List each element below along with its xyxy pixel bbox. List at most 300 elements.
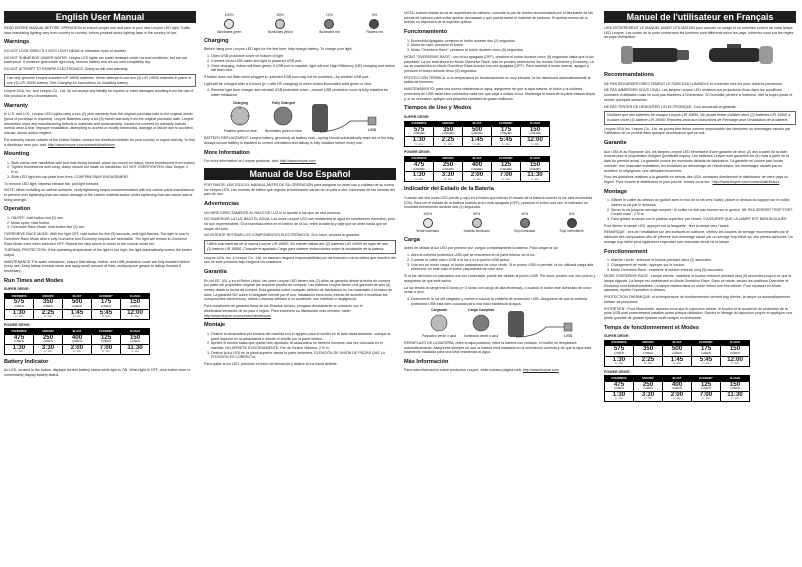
led-50-pct: 50% <box>276 13 284 17</box>
funcionamiento-maintenance: MANTENIMIENTO: para una buena resistencia al agua, asegúrese de que la tapa trasera, el botón y la cubierta protectora de USB estén bien colocados cada vez que vaya a utilizar la luz. Mantenga la rosca de la parte trasera limpia y, si es necesario, aplique una pequeña cantidad de grasa multiusos. <box>404 87 596 101</box>
charging-state <box>224 101 257 133</box>
montage-step-3: 3. Faire glisser la lampe sur le plateau supérieur par l'avant. S'ASSURER QUE LA LAMPE EST BIEN BLOQUÉE. <box>611 217 796 222</box>
mounting-note: NOTE: When installing on carbon surfaces, verify tightening torque recommendation with the carbon parts manufacturer to prevent over tightening that can cause damage to the carbon material and/or under tightening that can cause lack of fixing strength. <box>4 188 195 202</box>
time-unit: h : min <box>473 177 481 181</box>
warning-liability: Lezyne USA, Inc. and Lezyne Co., Ltd. do not accept any liability for injuries or other damages resulting from the use of this product in any circumstances. <box>4 89 194 98</box>
lumens-unit: LUMENS <box>101 304 111 308</box>
time-unit: h : min <box>673 397 681 401</box>
fully-charged-state <box>265 101 302 133</box>
light-side-photo <box>703 42 783 68</box>
led-es-50 <box>464 212 490 233</box>
recommandation-4: Lezyne USA Inc, Lezyne Co., Ltd. ne pourra être tenue comme responsable des blessures ou dommages causés par l'utilisation de ce produit dans quelque circonstance que ce soit. <box>604 126 791 136</box>
time-value: 1:45 <box>70 308 84 316</box>
lumens-value: 150 <box>129 333 141 341</box>
funcionamiento-step-3: 3. Modo "Overdrive Race": presione el botón durante cinco (5) segundos. <box>411 48 596 53</box>
led-circle-icon <box>472 218 482 228</box>
fonctionnement-heading: Fonctionnement <box>604 248 648 255</box>
lumens-unit: LÚMENES <box>500 132 512 136</box>
mas-info-text: Para más información sobre productos Lezyne, visite nuestra página web: <box>404 368 522 373</box>
charging-intro: Before using your Lezyne LED light for the first time, fully charge battery. To charge your light: <box>204 47 353 52</box>
lumens-unit: LÚMENES <box>413 132 425 136</box>
lumens-unit: LUMENS <box>701 387 711 391</box>
runtime-lumens-cell <box>63 299 92 309</box>
led-100-pct: 100% <box>224 13 234 17</box>
mounting-heading: Mounting <box>4 151 30 158</box>
time-unit: h : min <box>702 397 710 401</box>
reemplazo: REEMPLAZO DE LA BATERÍA: retire la tapa posterior, retire la batería con cuidado, el muelle se desplazará automáticamente. Asegúrese siempre de que la batería está instalada en la orientación correcta y de que la tapa está totalmente instalada para una total resistencia al agua. <box>404 340 592 355</box>
usb-light-illustration <box>310 101 380 133</box>
time-unit: h : min <box>731 397 739 401</box>
runtime-lumens-cell <box>405 162 434 172</box>
led-50 <box>268 13 293 34</box>
runtime-time-cell <box>34 344 63 354</box>
power-drive-table-es <box>404 156 550 183</box>
lumens-value: 125 <box>500 161 512 169</box>
garantie-text-2-body: Pour les questions relatives à la garantie en dehors des USA, contactez directement le distributeur de votre pays ou région. Pour trouver le distributeur le plus proche, rendez-vous sur : <box>604 175 789 184</box>
lumens-value: 475 <box>13 333 25 341</box>
charging-state-label: Charging <box>232 100 248 105</box>
lumens-unit: LUMENS <box>730 351 740 355</box>
runtime-header: ENDURO <box>434 121 463 126</box>
mounting-remove: To remove LED light, depress release tab, pull light forward. <box>4 181 100 186</box>
funcionamiento-race: MODO "OVERDRIVE RACE": con la luz apagada (OFF), presione el botón durante cinco (5) segundos hasta que la luz parpadee. La luz está ahora en Modo Overdrive Race, sólo se pueden seleccionar los modos Overdrive y Economy. La luz se mantendrá en Modo Overdrive Race incluso una vez apagada (OFF). Para cambiar a modo normal, apague y presione el botón durante cinco (5) segundos. <box>404 54 594 73</box>
funcionamiento-thermal: PROTECCIÓN TÉRMICA: si la temperatura en funcionamiento es muy elevada, la luz disminuirá automáticamente la salida de lúmenes. <box>404 75 591 85</box>
lumens-value: 475 <box>613 380 625 388</box>
time-value: 11:30 <box>727 390 743 398</box>
lumens-value: 125 <box>700 380 712 388</box>
montaje-step-1: 1. Deslice la abrazadera por encima del manillar con el agujero para el tornillo en el lado hacia adelante, coloque la parte superior en la abrazadera e inserte el tornillo por la parte inferior. <box>211 332 396 341</box>
charging-step-4-list <box>211 88 396 97</box>
time-value: 2:00 <box>70 343 84 351</box>
led-es-5 <box>560 212 584 233</box>
montaje-note: NOTA: cuando instale la luz en superficies de carbono, consulte la par de torsión recomendada por el fabricante de las piezas de carbono para evitar apretar demasiado y que pueda dañar el material de carbono. Si aprieta menos de lo debido no dispondrá de la sujeción óptima. <box>404 11 593 25</box>
operation-step-3: 3. Overdrive Race Mode: hold button five (5) sec. <box>11 225 196 230</box>
lumens-unit: LUMENS <box>72 304 82 308</box>
runtime-header: OVERDRIVE <box>5 294 34 299</box>
runtime-lumens-cell <box>121 299 150 309</box>
more-info-text: For more information on Lezyne products, visit: <box>204 159 279 164</box>
lumens-unit: LUMENS <box>130 304 140 308</box>
runtime-header: ECONOMY <box>692 340 721 345</box>
lumens-value: 175 <box>100 298 112 306</box>
time-value: 12:00 <box>527 136 543 144</box>
runtime-time-cell <box>692 356 721 366</box>
led-10-label: Illuminates red <box>319 29 340 34</box>
time-unit: h : min <box>644 397 652 401</box>
mounting-step-2: 2. Tighten thumbscrew until snug, clamp should not rotate on handlebar. DO NOT OVERTIGHTEN. Max Torque: 2 N·m. <box>11 165 196 174</box>
super-drive-table <box>4 293 150 320</box>
cargando-label: Cargando <box>431 308 447 313</box>
runtime-header: OVERDRIVE <box>405 156 434 161</box>
indicador-text: Cuando use dos luces LED (verde y rojo) en el botón que indican el estado de la batería cuando la luz está encendida (ON). Para ver el estado de la batería cuando la luz está apagada (OFF), presione el botón una vez, el indicador se mostrará brevemente durante dos (2) segundos. <box>404 195 592 210</box>
runtime-time-cell <box>5 344 34 354</box>
fonctionnement-step-3: 3. Mode Overdrive Race : maintenir le bouton enfoncé cinq (5) secondes. <box>611 268 796 273</box>
lumens-unit: LÚMENES <box>471 167 483 171</box>
carga-heading: Carga <box>404 236 420 243</box>
usb-label: USB <box>367 127 377 133</box>
lumens-unit: LUMENS <box>101 340 111 344</box>
lumens-unit: LUMENS <box>643 351 653 355</box>
operation-heading: Operation <box>4 206 31 213</box>
runtime-header: ENDURO <box>34 294 63 299</box>
runtime-time-cell <box>463 137 492 147</box>
runtime-header: ECONOMY <box>492 156 521 161</box>
led-es-5-label: Rojo intermitente <box>559 228 584 233</box>
garantie-text-2 <box>604 175 796 184</box>
french-title: Manuel de l'utilisateur en Français <box>604 11 796 23</box>
runtime-header: BLAST <box>663 376 692 381</box>
led-10-pct: 10% <box>325 13 334 17</box>
time-value: 3:30 <box>41 343 55 351</box>
warranty-text: In U.S. and U.K., Lezyne LED Lights carry a two (2) year warranty from the original purchase date to the original owner (proof of purchase is required). Lezyne Batteries carry a six (6) month warranty from the original purchase date. Lezyne warranties cover any manufacturing defects in materials and workmanship. Issues not covered by warranty include normal wear & tear, improper installation, attempting to access or modify electronics, damage or failure due to accident, misuse, abuse and/or neglect. <box>4 112 194 136</box>
time-value: 12:00 <box>727 355 743 363</box>
french-column <box>604 11 796 563</box>
runtime-lumens-cell <box>434 162 463 172</box>
english-intro: READ ENTIRE MANUAL BEFORE OPERATION to ensure proper use and care of your new Lezyne LED light. Traffic laws mandating lighting vary from country to country. Inform yourself about lighting laws in the country of use. <box>4 26 191 35</box>
runtime-header: ECONOMY <box>92 294 121 299</box>
operation-step-2: 2. Mode cycle: click button. <box>11 221 196 226</box>
time-value: 1:30 <box>12 343 26 351</box>
runtime-lumens-cell <box>663 381 692 391</box>
runtime-time-cell <box>434 137 463 147</box>
mas-info-heading: Más Información <box>404 359 449 366</box>
funcionamiento-steps <box>411 39 596 53</box>
time-unit: h : min <box>415 142 423 146</box>
recommandation-3: NE PAS TENTER DE DEMONTER L'ELECTRONIQUE. Ceci annulerait la garantie. <box>604 104 737 109</box>
time-value: 1:30 <box>412 171 426 179</box>
runtime-header: ECONOMY <box>92 329 121 334</box>
time-unit: h : min <box>644 362 652 365</box>
warning-1: DO NOT LOOK DIRECTLY INTO LIGHT BEAM or otherwise eyes of another. <box>4 48 127 53</box>
runtime-lumens-cell <box>692 381 721 391</box>
time-value: 7:00 <box>499 171 513 179</box>
runtime-time-cell <box>692 391 721 401</box>
tiempos-heading: Tiempos de Uso y Modos <box>404 105 472 112</box>
mounting-step-3: 3. Slide LED light into top plate from front. CONFIRM SNAP ENGAGEMENT. <box>11 175 196 180</box>
led-5-pct: 5% <box>371 13 378 17</box>
carga-step-3: 3. Una vez en modo carga, el botón parpadeará de color verde. Si el puerto USB lo permite, la luz utilizará carga alta eficiencia, en este caso el botón parpadeará de color azul. <box>411 263 596 272</box>
lumens-value: 150 <box>529 161 541 169</box>
led-circle-icon <box>224 19 234 29</box>
funcionamiento-step-1: 1. Encendido/Apagado: presione el botón durante dos (2) segundos. <box>411 39 596 44</box>
garantia-text-2 <box>204 304 396 318</box>
garantie-link[interactable]: http://www.lezyne.com/contact/distributors <box>712 179 780 184</box>
runtime-lumens-cell <box>692 346 721 356</box>
montage-note: REMARQUE : lors de l'installation sur des surfaces en carbone, vérifiez les couples de serrage recommandés par le fabricant des composants afin de prévenir tout dommage causé par un serrage trop élevé sur des pièces carbones. Un serrage trop faible peut également engendrer une mauvaise tenue de la lampe. <box>604 230 793 244</box>
power-drive-table-fr <box>604 375 750 402</box>
lumens-value: 175 <box>500 125 512 133</box>
runtime-time-cell <box>521 172 550 182</box>
montage-remove: Pour libérer la lampe LED, appuyer sur la languette ; tirer la lampe vers l'avant. <box>604 223 730 228</box>
led-circle-icon <box>324 19 334 29</box>
garantia-link[interactable]: http://www.lezyne.com/contact/distributors <box>204 313 271 318</box>
runtime-time-cell <box>521 137 550 147</box>
runtime-time-cell <box>663 391 692 401</box>
runtime-time-cell <box>405 172 434 182</box>
advertencia-note: Utilice sólo baterías de la marca Lezyne LIR 18650. No intente utilizar dos (2) baterías LIR 14500 en lugar de una (1) batería LIR 18650. Consulte el apartado Carga para obtener instrucciones sobre la instalación de la batería. <box>204 240 396 253</box>
garantie-heading: Garantie <box>604 140 627 147</box>
time-unit: h : min <box>615 362 623 365</box>
advertencia-2: NO SUMERGIR LA LUZ BAJO EL AGUA. Las luces Lezyne LED son resistentes al agua en condiciones normales, pero no son impermeables. Si la humedad entra en el interior de la luz, retire la batería y deje que se airee hasta que se seque del todo. <box>204 217 396 231</box>
time-unit: h : min <box>531 177 539 181</box>
funcionamiento-heading: Funcionamiento <box>404 29 448 36</box>
english-column <box>4 11 196 563</box>
fonctionnement-step-1: 1. Marche / Arrêt : enfoncer le bouton pendant deux (2) secondes. <box>611 258 796 263</box>
recommandation-2: NE PAS IMMERGER SOUS L'EAU. Les lampes Lezyne LED résistent aux projections d'eau dans les conditions normales d'utilisation mais ne sont pas étanches à l'immersion. Si l'humidité pénètre à l'intérieur, ôter la super-piloss et sécher quelques semaines. <box>604 88 793 102</box>
operation-step-1: 1. ON/OFF: hold button two (2) sec. <box>11 216 196 221</box>
operation-race: OVERDRIVE RACE MODE: With the light OFF, hold button for five (5) seconds, until light flashes. The light is now in Overdrive Race Mode where only Overdrive and Economy outputs are selectable. The light will remain in Overdrive Race Mode even when switched OFF. Repeat the step above to return to the normal mode set. <box>4 232 190 246</box>
lumens-value: 125 <box>100 333 112 341</box>
runtime-lumens-cell <box>5 334 34 344</box>
lumens-value: 150 <box>729 345 741 353</box>
carga-text-1: Si la luz del botón no parpadea una vez conectada, puede ser debido al puerto USB. Por favor, pruebe con otro puerto y asegúrese de que esté activo. <box>404 274 596 283</box>
runtime-header: FLASH1 <box>721 376 750 381</box>
carga-step-4-list <box>411 297 596 306</box>
runtime-header: BLAST <box>663 340 692 345</box>
led-circle-icon <box>423 218 433 228</box>
lumens-unit: LUMENS <box>614 387 624 391</box>
mas-info <box>404 368 596 373</box>
time-value: 7:00 <box>699 390 713 398</box>
super-drive-table-fr <box>604 340 750 367</box>
warnings-heading: Warnings <box>4 39 30 46</box>
french-intro: LIRE ENTIEREMENT LE MANUEL AVANT UTILISATION pour assurer un usage et un entretien correct de votre lampe LED Lezyne. Les codes de la route concernant les lumières sont différents selon les pays. Informez-vous sur les règles du pays d'utilisation. <box>604 26 794 40</box>
runtime-lumens-cell <box>34 299 63 309</box>
runtime-lumens-cell <box>634 381 663 391</box>
time-unit: h : min <box>673 362 681 365</box>
funcionamiento-step-2: 2. Modo de ciclo: presione el botón. <box>411 43 596 48</box>
carga-diagram <box>422 308 596 338</box>
lumens-unit: LÚMENES <box>529 167 541 171</box>
montage-step-1: 1. Glisser le collier au-dessus du guidon avec le trou de la vis vers l'avant, placer le dessus du support sur le collier, insérer la vis par le dessous. <box>611 198 796 207</box>
runtime-time-cell <box>492 172 521 182</box>
time-unit: h : min <box>615 397 623 401</box>
warning-2: DO NOT SUBMERGE UNDER WATER. Lezyne LED lights are water resistant under normal conditions, but are not waterproof. If moisture gets inside light body, remove battery and air-out until completely dry. <box>4 55 187 65</box>
advertencia-1: NO MIRE DIRECTAMENTE AL RAYO DE LUZ ni lo apunte a los ojos de otra persona. <box>204 210 342 215</box>
led-es-10-label: Rojo iluminado <box>514 228 536 233</box>
led-circle-icon <box>369 19 379 29</box>
time-value: 2:25 <box>441 136 455 144</box>
time-value: 1:30 <box>612 355 626 363</box>
led-es-5-pct: 5% <box>569 212 575 217</box>
runtime-time-cell <box>121 344 150 354</box>
lumens-value: 500 <box>671 345 683 353</box>
runtime-header: ECONOMY <box>692 376 721 381</box>
lumens-unit: LUMENS <box>43 340 53 344</box>
time-value: 1:30 <box>12 308 26 316</box>
time-unit: h : min <box>502 177 510 181</box>
runtime-lumens-cell <box>721 346 750 356</box>
power-drive-label-es: POWER DRIVE: <box>404 150 431 155</box>
fonctionnement-thermal: PROTECTION THERMIQUE: si la température de fonctionnement devient trop élevée, la lampe va automatiquement baisser sa puissance. <box>604 295 790 304</box>
fonctionnement-race: MODE OVERDRIVE RACE : Lampe éteinte, maintenir le bouton enfoncé pendant cinq (5) secondes jusqu'à ce que la lampe clignote. La lampe est maintenant en Mode Overdrive Race. Dans ce mode, seules les positions Overdrive et Economy sont sélectionnables. La lampe restera dans ce mode même une fois éteinte. Pour repasser en Mode standard, répéter l'opération ci-dessus. <box>604 274 792 293</box>
lumens-value: 350 <box>442 125 454 133</box>
time-unit: h : min <box>415 177 423 181</box>
runtime-lumens-cell <box>521 162 550 172</box>
carga-steps <box>411 253 596 272</box>
led-es-10-pct: 10% <box>521 212 529 217</box>
lumens-unit: LÚMENES <box>413 167 425 171</box>
lumens-unit: LÚMENES <box>500 167 512 171</box>
runtime-lumens-cell <box>92 334 121 344</box>
montage-steps <box>611 198 796 222</box>
lumens-value: 400 <box>671 380 683 388</box>
runtime-lumens-cell <box>605 381 634 391</box>
time-value: 5:45 <box>699 355 713 363</box>
led-circle-icon <box>275 19 285 29</box>
runtime-time-cell <box>634 391 663 401</box>
carga-step-4: 4. Desconecte la luz del cargador y vuelva a colocar la cubierta de protección USB. Asegúrese de que la cubierta protectora USB está bien colocada para una total resistencia al agua. <box>411 297 596 306</box>
runtime-header: OVERDRIVE <box>405 121 434 126</box>
lumens-value: 400 <box>71 333 83 341</box>
battery-indicator-heading: Battery Indicator <box>4 359 49 365</box>
carga-completa-state <box>464 308 498 338</box>
temps-heading: Temps de fonctionnement et Modes <box>604 324 699 331</box>
time-value: 7:00 <box>99 343 113 351</box>
runtime-time-cell <box>63 344 92 354</box>
indicador-heading: Indicador del Estado de la Batería <box>404 186 494 193</box>
warranty-text-2 <box>4 138 196 147</box>
garantie-text: Aux USA et au Royaume Uni, les lampes Lezyne LED bénéficient d'une garantie de deux (2) ans à partir de la date d'achat pour le propriétaire d'origine (justificatif requis). Les batteries Lezyne sont garanties six (6) mois à partir de la date du premier achat. La garantie couvre les éventuels défauts de fabrication. La garantie ne couvre pas l'usure normale, une mauvaise installation, les tentatives de démontage de l'électronique, les dommages causés par un accident, la négligence, une utilisation incorrecte. <box>604 149 790 173</box>
time-value: 3:30 <box>641 390 655 398</box>
led-5 <box>366 13 383 34</box>
lumens-unit: LÚMENES <box>442 132 454 136</box>
time-value: 5:45 <box>499 136 513 144</box>
runtime-header: ENDURO <box>634 340 663 345</box>
lumens-value: 475 <box>413 161 425 169</box>
runtime-header: FLASH1 <box>121 329 150 334</box>
lumens-unit: LUMENS <box>72 340 82 344</box>
carga-step-2: 2. Conecte el cable micro-USB a la luz y a un puerto USB activo. <box>411 258 596 263</box>
advertencia-3: NO INTENTE RETIRAR LOS COMPONENTES ELECTRÓNICOS. Si lo hace, anulará la garantía. <box>204 233 360 238</box>
lumens-value: 150 <box>129 298 141 306</box>
battery-led-row-es <box>404 212 596 233</box>
super-drive-table-es <box>404 121 550 148</box>
time-value: 11:30 <box>527 171 543 179</box>
power-drive-label-fr: POWER DRIVE: <box>604 369 631 374</box>
more-info-link[interactable]: http://www.lezyne.com <box>279 159 316 164</box>
time-value: 1:45 <box>470 136 484 144</box>
led-100 <box>217 13 241 34</box>
cargando-caption: Parpadeo verde o azul <box>422 334 457 339</box>
garantia-heading: Garantía <box>204 269 227 276</box>
time-unit: h : min <box>102 315 110 319</box>
lumens-unit: LUMENS <box>130 340 140 344</box>
fonctionnement-maintenance: ENTRETIEN : Pour l'étanchéité, assurez-vous que le capuchon arrière, le bouton et le couvercle de protection de la prise USB sont correctement installés avant chaque utilisation. Gardez le filetage du capuchon propre et appliquer une petite quantité de graisse épaisse multi-usages si nécessaire. <box>604 306 793 321</box>
operation-thermal: THERMAL PROTECTION: If the operating temperature of the light is too high, the light automatically lowers the lumen output. <box>4 248 192 257</box>
led-es-10 <box>514 212 535 233</box>
montaje-remove: Para quitar la luz LED, presione el botón de liberación y deslice la luz hacia delante. <box>204 362 338 367</box>
lumens-value: 150 <box>529 125 541 133</box>
mas-info-link[interactable]: http://www.lezyne.com <box>522 368 559 373</box>
led-es-50-label: Amarillo iluminado <box>463 228 490 233</box>
led-100-label: Illuminates green <box>217 29 242 34</box>
runtime-header: OVERDRIVE <box>5 329 34 334</box>
lumens-unit: LUMENS <box>672 351 682 355</box>
runtime-time-cell <box>721 391 750 401</box>
fully-charged-caption: Illuminates green or blue <box>264 128 302 133</box>
runtime-lumens-cell <box>405 126 434 136</box>
power-drive-label: POWER DRIVE: <box>4 322 31 327</box>
middle-right-column <box>404 11 596 563</box>
runtime-lumens-cell <box>463 162 492 172</box>
power-drive-table <box>4 328 150 355</box>
time-unit: h : min <box>44 350 52 354</box>
runtime-time-cell <box>492 137 521 147</box>
time-unit: h : min <box>702 362 710 365</box>
warning-battery-note: Use only genuine Lezyne branded LIR 18650 batteries. Never attempt to use two (2) LIR 14500 batteries in place of one (1) LIR 18650 battery. See Charging for instructions on installing battery. <box>4 74 196 87</box>
time-value: 3:30 <box>441 171 455 179</box>
recommandations-heading: Recommandations <box>604 72 655 79</box>
time-unit: h : min <box>15 315 23 319</box>
lumens-unit: LUMENS <box>672 387 682 391</box>
charging-diagram <box>224 101 396 133</box>
time-value: 2:25 <box>41 308 55 316</box>
lumens-unit: LUMENS <box>730 387 740 391</box>
time-value: 2:25 <box>641 355 655 363</box>
lumens-unit: LUMENS <box>643 387 653 391</box>
more-info-heading: More Information <box>204 149 250 156</box>
super-drive-label: SUPER DRIVE: <box>4 287 30 292</box>
runtime-header: OVERDRIVE <box>605 340 634 345</box>
montaje-step-2: 2. Apriete el tornillo hasta que quede bien ajustado; la abrazadera no debería moverse una vez colocada en el manillar. NO APRIETE EXCESIVAMENTE. Par de Torsión Máximo: 2 N·m. <box>211 341 396 350</box>
led-es-50-pct: 50% <box>472 212 481 217</box>
montaje-step-3: 3. Deslice la luz LED en la placa superior desde la parte delantera. ELENCIÓN DE UNIÓN DE PIEZAS QUE LA POSICIÓN ES CORRECTA. <box>211 351 396 360</box>
time-value: 5:45 <box>99 308 113 316</box>
super-drive-label-es: SUPER DRIVE: <box>404 114 430 119</box>
light-front-photo <box>617 42 697 68</box>
runtime-lumens-cell <box>492 126 521 136</box>
lumens-value: 500 <box>471 125 483 133</box>
english-title: English User Manual <box>4 11 196 23</box>
runtime-time-cell <box>721 356 750 366</box>
runtime-header: BLAST <box>63 329 92 334</box>
middle-left-column <box>204 11 396 563</box>
runtime-header: OVERDRIVE <box>605 376 634 381</box>
runtime-header: BLAST <box>63 294 92 299</box>
runtime-time-cell <box>605 391 634 401</box>
lumens-unit: LÚMENES <box>529 132 541 136</box>
charging-step-3: 3. Once charging, button will flash green; if USB port is capable, light will use High Efficiency (HE) charging and button will flash blue. <box>211 64 396 73</box>
carga-text-2: La luz tendrá la carga tras 6 horas (o~3 horas con carga de alta eficiencia), o cuando el botón esté iluminado de color verde o azul. <box>404 285 592 295</box>
lumens-unit: LUMENS <box>701 351 711 355</box>
garantia-text-2-body: Para cuestiones de garantía fuera de los Estados Unidos, póngase directamente en contacto con el distribuidor/vendedor de su país o región. Para encontrar su distribuidor más cercano, visite: <box>204 304 363 313</box>
warranty-link[interactable]: http://www.lezyne.com/contact/distributors <box>47 142 115 147</box>
lumens-value: 575 <box>613 345 625 353</box>
warning-3: DO NOT ATTEMPT TO REWIRE ELECTRONICS. Doing so will void warranty. <box>4 67 129 72</box>
usb-light-illustration-es <box>506 309 576 339</box>
runtime-time-cell <box>634 356 663 366</box>
time-value: 2:00 <box>470 171 484 179</box>
spanish-intro: POR FAVOR, LEA TODO EL MANUAL ANTES DE SU OPERACIÓN para asegurar un buen uso y cuidado de su nueva luz Lezyne LED. Las normas de tráfico que regulan la iluminación varían de un país a otro. Infórmese de las normas del país de uso. <box>204 182 395 197</box>
time-unit: h : min <box>131 350 139 354</box>
lumens-unit: LUMENS <box>43 304 53 308</box>
runtime-time-cell <box>405 137 434 147</box>
runtime-time-cell <box>63 309 92 319</box>
runtime-lumens-cell <box>5 299 34 309</box>
led-5-label: Flashes red <box>366 29 383 34</box>
runtime-lumens-cell <box>492 162 521 172</box>
advertencias-heading: Advertencias <box>204 201 240 208</box>
cargando-button-icon <box>429 313 449 333</box>
runtime-header: ENDURO <box>34 329 63 334</box>
time-unit: h : min <box>44 315 52 319</box>
runtime-header: FLASH1 <box>721 340 750 345</box>
charging-button-icon <box>229 105 251 127</box>
time-unit: h : min <box>531 142 539 146</box>
runtime-lumens-cell <box>463 126 492 136</box>
time-unit: h : min <box>444 142 452 146</box>
